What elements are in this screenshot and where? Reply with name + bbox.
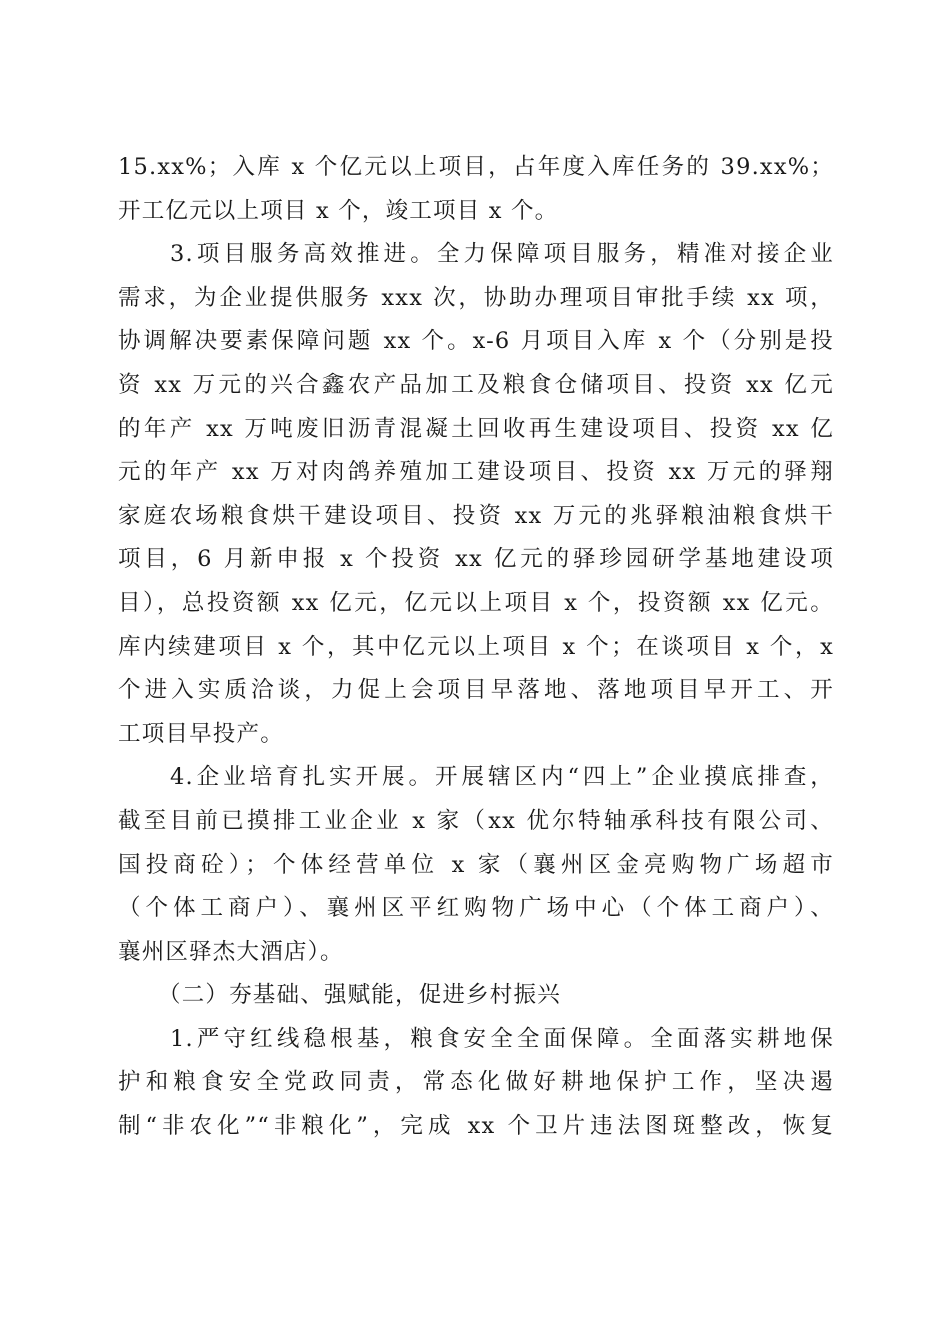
paragraph-1-food-security: 1.严守红线稳根基，粮食安全全面保障。全面落实耕地保	[170, 1025, 834, 1052]
body-line: 15.xx%；入库 x 个亿元以上项目，占年度入库任务的 39.xx%；	[118, 154, 834, 180]
body-line: 需求，为企业提供服务 xxx 次，协助办理项目审批手续 xx 项，	[118, 284, 834, 311]
body-line: 截至目前已摸排工业企业 x 家（xx 优尔特轴承科技有限公司、	[118, 807, 834, 834]
body-line: 护和粮食安全党政同责，常态化做好耕地保护工作，坚决遏	[118, 1069, 834, 1096]
body-line: 库内续建项目 x 个，其中亿元以上项目 x 个；在谈项目 x 个，x	[118, 633, 834, 660]
body-line: 的年产 xx 万吨废旧沥青混凝土回收再生建设项目、投资 xx 亿	[118, 415, 834, 442]
body-line: 协调解决要素保障问题 xx 个。x-6 月项目入库 x 个（分别是投	[118, 328, 834, 355]
body-line: 元的年产 xx 万对肉鸽养殖加工建设项目、投资 xx 万元的驿翔	[118, 459, 834, 486]
body-line: 家庭农场粮食烘干建设项目、投资 xx 万元的兆驿粮油粮食烘干	[118, 502, 834, 529]
body-line: 目），总投资额 xx 亿元，亿元以上项目 x 个，投资额 xx 亿元。	[118, 589, 834, 616]
body-line: 开工亿元以上项目 x 个，竣工项目 x 个。	[118, 197, 559, 224]
paragraph-3-project-services: 3.项目服务高效推进。全力保障项目服务，精准对接企业	[170, 241, 834, 268]
paragraph-4-enterprise-cultivation: 4.企业培育扎实开展。开展辖区内“四上”企业摸底排查，	[170, 764, 834, 791]
body-line: 个进入实质洽谈，力促上会项目早落地、落地项目早开工、开	[118, 677, 834, 704]
body-line: 襄州区驿杰大酒店）。	[118, 938, 344, 965]
body-line: 制“非农化”“非粮化”，完成 xx 个卫片违法图斑整改，恢复	[118, 1113, 834, 1140]
body-line: 项目，6 月新申报 x 个投资 xx 亿元的驿珍园研学基地建设项	[118, 546, 834, 573]
section-heading: （二）夯基础、强赋能，促进乡村振兴	[158, 982, 561, 1009]
body-line: 资 xx 万元的兴合鑫农产品加工及粮食仓储项目、投资 xx 亿元	[118, 371, 834, 398]
body-line: 工项目早投产。	[118, 720, 284, 747]
document-body	[118, 146, 834, 1149]
body-line: 国投商砼）；个体经营单位 x 家（襄州区金亮购物广场超市	[118, 851, 834, 878]
body-line: （个体工商户）、襄州区平红购物广场中心（个体工商户）、	[118, 895, 834, 922]
